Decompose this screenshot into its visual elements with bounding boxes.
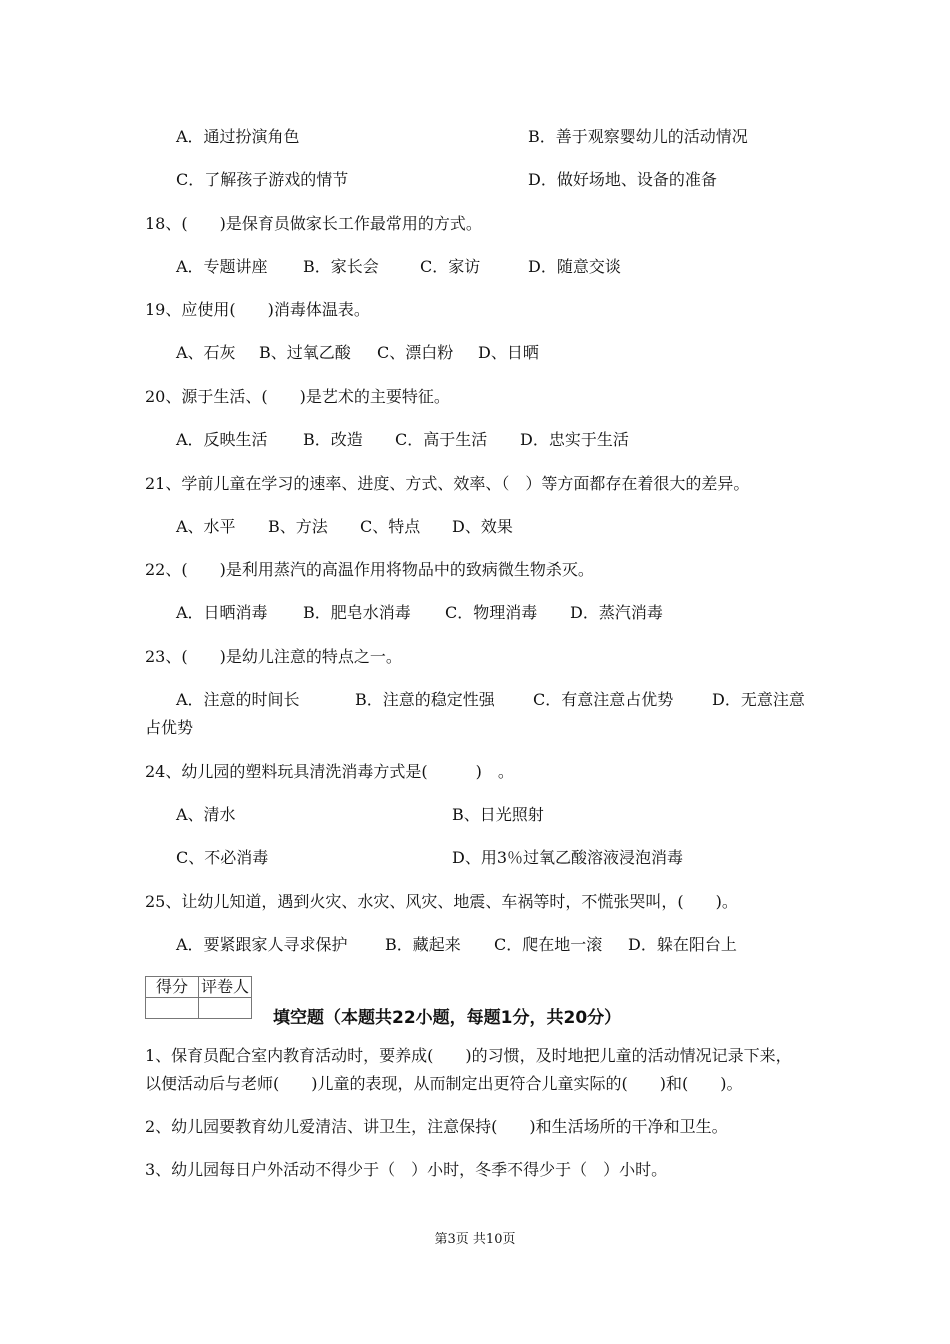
q22-option-d: D．蒸汽消毒 — [570, 603, 663, 622]
q17-option-c: C．了解孩子游戏的情节 — [176, 170, 349, 189]
q23-option-d-wrap: 占优势 — [145, 718, 194, 737]
q17-option-b: B．善于观察婴幼儿的活动情况 — [528, 127, 748, 146]
page-footer: 第3页 共10页 — [434, 1232, 516, 1247]
q20-option-d: D．忠实于生活 — [520, 430, 629, 449]
q22-option-c: C．物理消毒 — [445, 603, 538, 622]
q25-option-c: C．爬在地一滚 — [494, 935, 603, 954]
q25-stem: 25、让幼儿知道，遇到火灾、水灾、风灾、地震、车祸等时，不慌张哭叫，( )。 — [145, 892, 738, 911]
q20-option-b: B．改造 — [303, 430, 363, 449]
q19-option-d: D、日晒 — [478, 343, 539, 362]
q21-stem: 21、学前儿童在学习的速率、进度、方式、效率、（ ）等方面都存在着很大的差异。 — [145, 474, 750, 493]
q18-option-d: D．随意交谈 — [528, 257, 621, 276]
q21-option-d: D、效果 — [452, 517, 513, 536]
fill-q3: 3、幼儿园每日户外活动不得少于（ ）小时，冬季不得少于（ ）小时。 — [145, 1160, 668, 1179]
q19-option-c: C、漂白粉 — [377, 343, 454, 362]
q21-option-c: C、特点 — [360, 517, 421, 536]
q24-option-c: C、不必消毒 — [176, 848, 269, 867]
q23-stem: 23、( )是幼儿注意的特点之一。 — [145, 647, 402, 666]
q18-option-b: B．家长会 — [303, 257, 379, 276]
q23-option-a: A．注意的时间长 — [176, 690, 300, 709]
q19-option-b: B、过氧乙酸 — [259, 343, 351, 362]
score-box — [145, 976, 252, 1019]
q20-option-a: A．反映生活 — [176, 430, 268, 449]
fill-q1-line2: 以便活动后与老师( )儿童的表现，从而制定出更符合儿童实际的( )和( )。 — [145, 1074, 743, 1093]
q20-option-c: C．高于生活 — [395, 430, 488, 449]
score-cell — [146, 998, 199, 1019]
grader-cell — [199, 998, 252, 1019]
q22-option-b: B．肥皂水消毒 — [303, 603, 411, 622]
section-title: 填空题（本题共22小题，每题1分，共20分） — [273, 1008, 622, 1028]
q24-option-b: B、日光照射 — [452, 805, 544, 824]
q24-option-a: A、清水 — [176, 805, 236, 824]
q17-option-a: A．通过扮演角色 — [176, 127, 300, 146]
q18-option-c: C．家访 — [420, 257, 481, 276]
q21-option-b: B、方法 — [268, 517, 328, 536]
q23-option-b: B．注意的稳定性强 — [355, 690, 495, 709]
fill-q2: 2、幼儿园要教育幼儿爱清洁、讲卫生，注意保持( )和生活场所的干净和卫生。 — [145, 1117, 728, 1136]
q20-stem: 20、源于生活、( )是艺术的主要特征。 — [145, 387, 450, 406]
q18-option-a: A．专题讲座 — [176, 257, 268, 276]
q23-option-c: C．有意注意占优势 — [533, 690, 674, 709]
q25-option-a: A．要紧跟家人寻求保护 — [176, 935, 348, 954]
q22-option-a: A．日晒消毒 — [176, 603, 268, 622]
q25-option-d: D．躲在阳台上 — [628, 935, 737, 954]
fill-q1-line1: 1、保育员配合室内教育活动时，要养成( )的习惯，及时地把儿童的活动情况记录下来， — [145, 1046, 792, 1065]
q23-option-d: D．无意注意 — [712, 690, 805, 709]
q19-stem: 19、应使用( )消毒体温表。 — [145, 300, 370, 319]
q21-option-a: A、水平 — [176, 517, 236, 536]
q19-option-a: A、石灰 — [176, 343, 236, 362]
q24-stem: 24、幼儿园的塑料玩具清洗消毒方式是( ) 。 — [145, 762, 514, 781]
q22-stem: 22、( )是利用蒸汽的高温作用将物品中的致病微生物杀灭。 — [145, 560, 594, 579]
score-label: 得分 — [146, 977, 199, 998]
q25-option-b: B．藏起来 — [385, 935, 461, 954]
q24-option-d: D、用3％过氧乙酸溶液浸泡消毒 — [452, 848, 684, 867]
grader-label: 评卷人 — [199, 977, 252, 998]
q17-option-d: D．做好场地、设备的准备 — [528, 170, 717, 189]
q18-stem: 18、( )是保育员做家长工作最常用的方式。 — [145, 214, 482, 233]
